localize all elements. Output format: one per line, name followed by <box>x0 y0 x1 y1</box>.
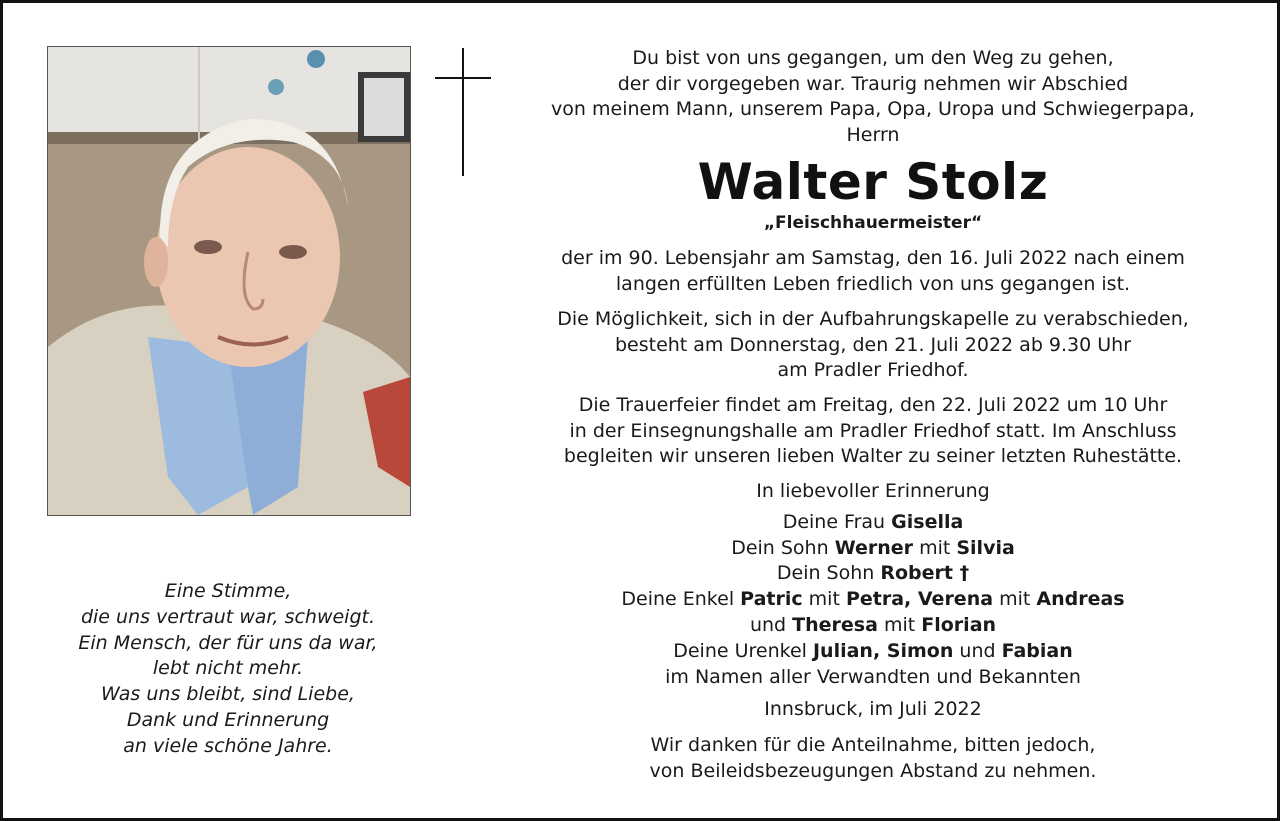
poem-line: an viele schöne Jahre. <box>123 734 333 757</box>
intro-line: der dir vorgegeben war. Traurig nehmen wir Abschied <box>617 72 1129 95</box>
connector: und <box>749 613 787 636</box>
death-announcement <box>503 246 1243 297</box>
paragraph-line: besteht am Donnerstag, den 21. Juli 2022 ab 9.30 Uhr <box>614 333 1132 356</box>
intro-line: Herrn <box>846 123 900 146</box>
memorial-poem <box>47 579 409 760</box>
poem-line: Dank und Erinnerung <box>126 708 330 731</box>
deceased-profession: „Fleischhauermeister“ <box>763 213 983 233</box>
connector: mit <box>999 588 1031 611</box>
thanks-line: Wir danken für die Anteilnahme, bitten jedoch, <box>650 734 1096 756</box>
mourner-name: Robert † <box>880 562 970 585</box>
paragraph-line: Die Trauerfeier findet am Freitag, den 22. Juli 2022 um 10 Uhr <box>578 394 1168 416</box>
thanks-note <box>503 733 1243 784</box>
mourners-list <box>503 479 1243 690</box>
relation-label: Deine Urenkel <box>673 639 807 662</box>
portrait-photo <box>47 46 411 516</box>
mourner-name: Fabian <box>1001 639 1073 662</box>
cross-icon <box>435 48 491 176</box>
mourner-name: Julian, Simon <box>812 639 954 662</box>
paragraph-line: der im 90. Lebensjahr am Samstag, den 16. Juli 2022 nach einem <box>561 247 1185 269</box>
mourner-name: Andreas <box>1036 588 1125 611</box>
place-and-date: Innsbruck, im Juli 2022 <box>764 698 982 720</box>
relation-label: Deine Frau <box>782 510 886 533</box>
mourner-son <box>503 536 1243 562</box>
paragraph-line: langen erfüllten Leben friedlich von uns gegangen ist. <box>615 272 1131 295</box>
mourner-name: Silvia <box>956 536 1015 559</box>
paragraph-line: Die Möglichkeit, sich in der Aufbahrungskapelle zu verabschieden, <box>557 308 1189 330</box>
poem-line: die uns vertraut war, schweigt. <box>80 605 376 628</box>
intro-line: Du bist von uns gegangen, um den Weg zu gehen, <box>632 47 1114 69</box>
thanks-line: von Beileidsbezeugungen Abstand zu nehmen. <box>649 759 1097 782</box>
intro-text <box>503 46 1243 148</box>
mourner-wife <box>503 510 1243 536</box>
mourner-name: Petra, Verena <box>845 588 994 611</box>
deceased-name: Walter Stolz <box>697 153 1049 211</box>
mourner-name: Patric <box>740 588 803 611</box>
relation-label: Deine Enkel <box>621 588 735 611</box>
mourner-name: Werner <box>834 536 914 559</box>
mourner-name: Theresa <box>792 613 878 636</box>
relation-label: Dein Sohn <box>776 562 875 585</box>
connector: mit <box>919 536 951 559</box>
family-closing: im Namen aller Verwandten und Bekannten <box>665 665 1081 688</box>
poem-line: lebt nicht mehr. <box>152 657 304 680</box>
mourner-grandchildren <box>503 587 1243 613</box>
family-intro: In liebevoller Erinnerung <box>756 480 990 502</box>
funeral-info <box>503 393 1243 470</box>
paragraph-line: am Pradler Friedhof. <box>777 359 969 381</box>
intro-line: von meinem Mann, unserem Papa, Opa, Uropa und Schwiegerpapa, <box>551 98 1195 120</box>
mourner-name: Florian <box>921 613 997 636</box>
mourner-name: Gisella <box>891 510 964 533</box>
connector: mit <box>883 613 916 636</box>
connector: mit <box>808 588 840 611</box>
mourner-great-grandchildren <box>503 639 1243 665</box>
mourner-grandchildren-cont <box>503 613 1243 639</box>
poem-line: Was uns bleibt, sind Liebe, <box>101 683 355 706</box>
paragraph-line: begleiten wir unseren lieben Walter zu seiner letzten Ruhestätte. <box>563 445 1183 467</box>
paragraph-line: in der Einsegnungshalle am Pradler Friedhof statt. Im Anschluss <box>569 419 1177 442</box>
poem-line: Ein Mensch, der für uns da war, <box>78 631 378 654</box>
portrait-illustration <box>48 47 410 515</box>
connector: und <box>959 639 996 662</box>
relation-label: Dein Sohn <box>731 536 829 559</box>
mourner-son-deceased <box>503 561 1243 587</box>
poem-line: Eine Stimme, <box>164 580 292 602</box>
viewing-info <box>503 307 1243 384</box>
